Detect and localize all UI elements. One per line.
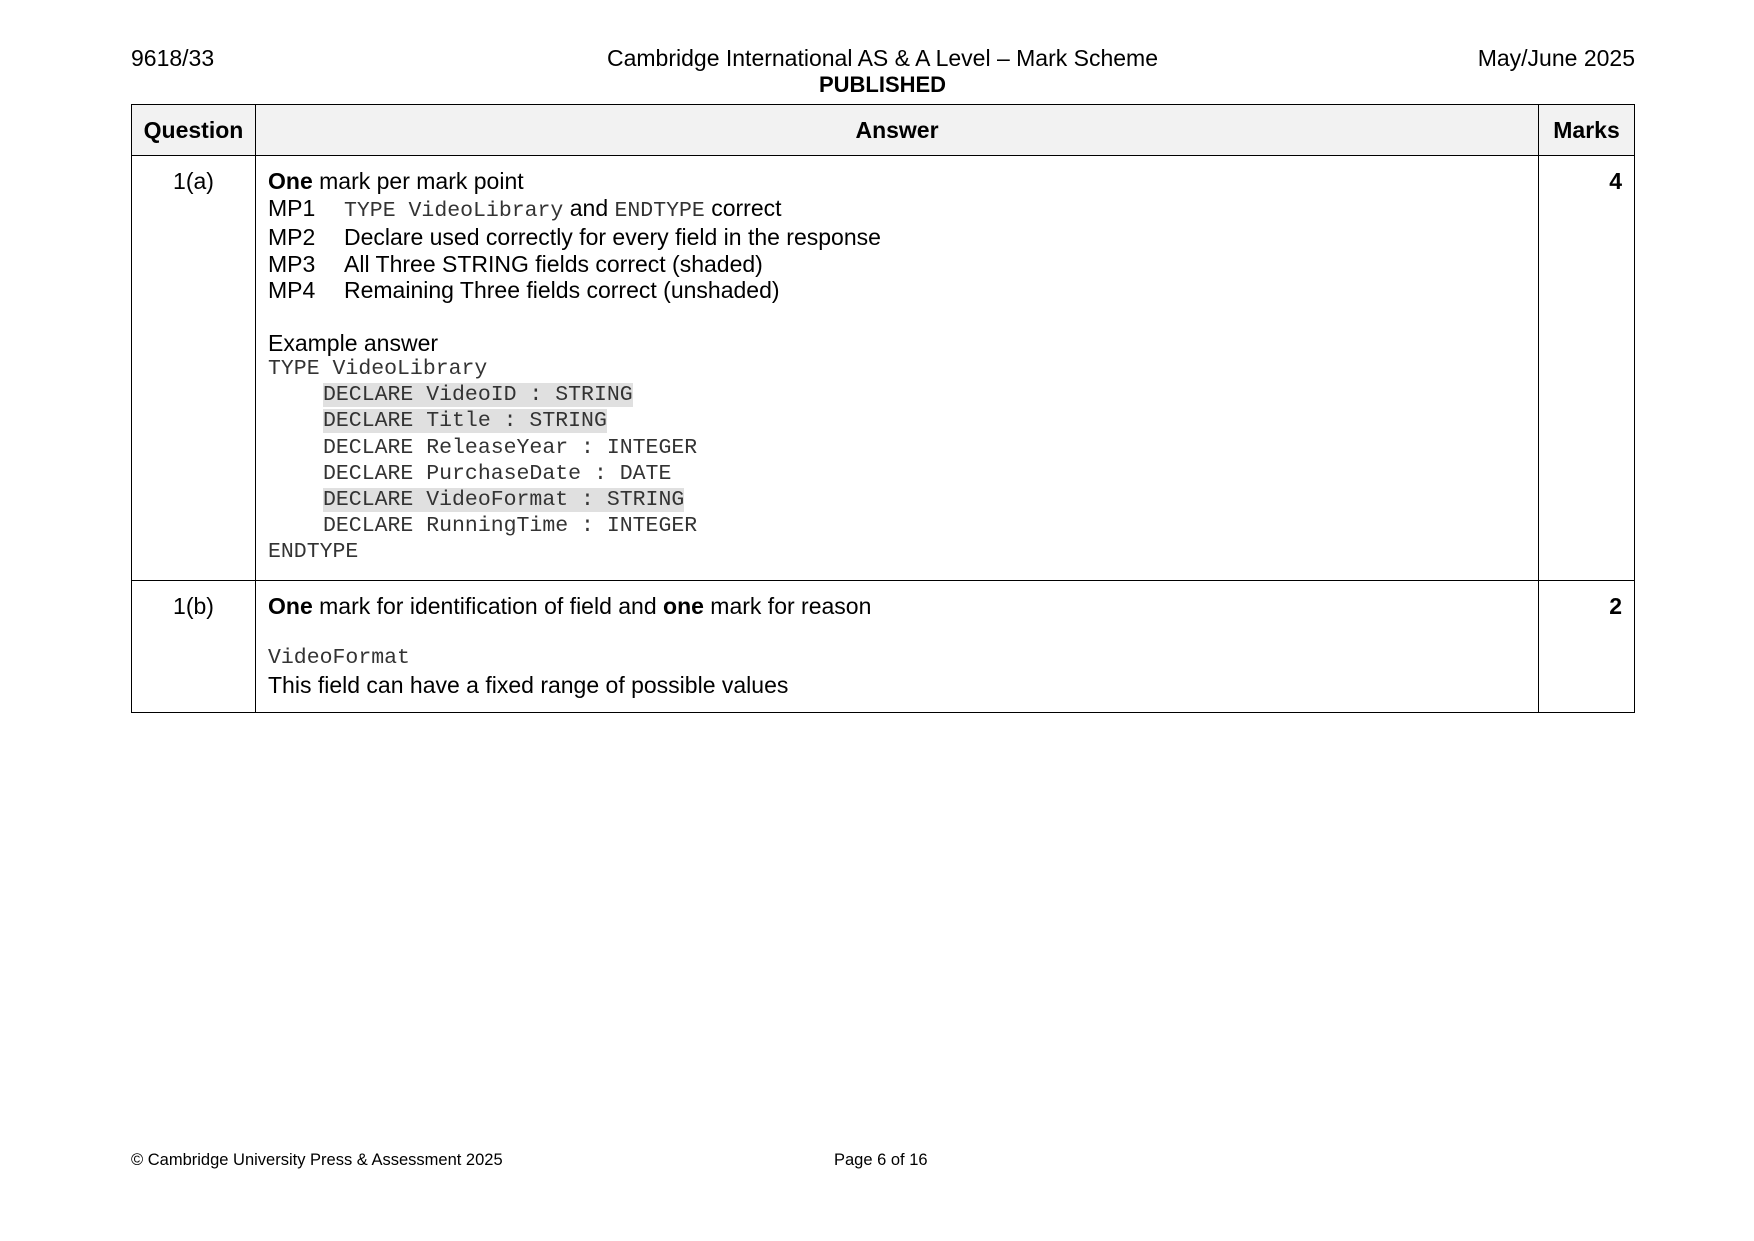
- emphasis-text: One: [268, 592, 313, 619]
- mark-point: MP1 TYPE VideoLibrary and ENDTYPE correct: [268, 194, 782, 223]
- table-row: [132, 580, 1635, 713]
- code-line: DECLARE ReleaseYear : INTEGER: [323, 435, 698, 460]
- mark-allocation-text: One mark per mark point: [268, 168, 524, 194]
- code-line: ENDTYPE: [268, 540, 359, 565]
- marks-column-header: Marks: [1539, 105, 1635, 156]
- code-snippet: ENDTYPE: [614, 198, 705, 223]
- mark-point: [268, 277, 1526, 304]
- code-line: TYPE VideoLibrary: [268, 357, 488, 381]
- table-row: [132, 156, 1635, 581]
- question-number: 1(b): [132, 580, 256, 713]
- answer-column-header: Answer: [256, 105, 1539, 156]
- mark-allocation-text: One mark for identification of field and one mark for reason: [268, 592, 872, 619]
- mark-point-text: Remaining Three fields correct (unshaded): [344, 277, 780, 303]
- mark-scheme-table: [131, 104, 1635, 713]
- exam-session: May/June 2025: [1477, 45, 1635, 71]
- question-number: 1(a): [132, 156, 256, 581]
- mark-point-text: Declare used correctly for every field in the response: [344, 224, 881, 250]
- shaded-code: DECLARE VideoFormat : STRING: [323, 488, 685, 513]
- mark-point: [268, 251, 1526, 278]
- mark-point-key: MP3: [268, 250, 316, 277]
- code-line: DECLARE PurchaseDate : DATE: [323, 461, 672, 486]
- mark-point-text: All Three STRING fields correct (shaded): [344, 250, 763, 277]
- example-answer-label: Example answer: [268, 329, 439, 356]
- code-line: [268, 487, 1526, 513]
- code-snippet: TYPE VideoLibrary: [344, 198, 564, 223]
- answer-cell: [256, 156, 1539, 581]
- shaded-code: DECLARE Title : STRING: [323, 409, 607, 434]
- shaded-code: DECLARE VideoID : STRING: [323, 383, 633, 408]
- paper-code: 9618/33: [131, 45, 215, 71]
- copyright-notice: © Cambridge University Press & Assessment 2025: [131, 1151, 503, 1169]
- emphasis-text: one: [663, 592, 704, 619]
- code-block: [268, 356, 1526, 566]
- reason-text: This field can have a fixed range of possible values: [268, 671, 789, 698]
- code-line: DECLARE RunningTime : INTEGER: [323, 514, 698, 539]
- mark-point: [268, 224, 1526, 251]
- code-line: [268, 408, 1526, 434]
- table-header-row: [132, 105, 1635, 156]
- field-name-code: VideoFormat: [268, 646, 410, 671]
- code-line: [268, 382, 1526, 408]
- answer-cell: [256, 580, 1539, 713]
- marks-value: 4: [1539, 156, 1635, 581]
- page-number: Page 6 of 16: [834, 1151, 928, 1169]
- published-label: PUBLISHED: [818, 72, 947, 97]
- mark-point-key: MP2: [268, 224, 316, 250]
- mark-point-key: MP1: [268, 194, 316, 221]
- document-title: Cambridge International AS & A Level – Mark Scheme: [606, 45, 1159, 71]
- emphasis-text: One: [268, 168, 313, 194]
- marks-value: 2: [1539, 580, 1635, 713]
- mark-point-key: MP4: [268, 277, 316, 303]
- question-column-header: Question: [132, 105, 256, 156]
